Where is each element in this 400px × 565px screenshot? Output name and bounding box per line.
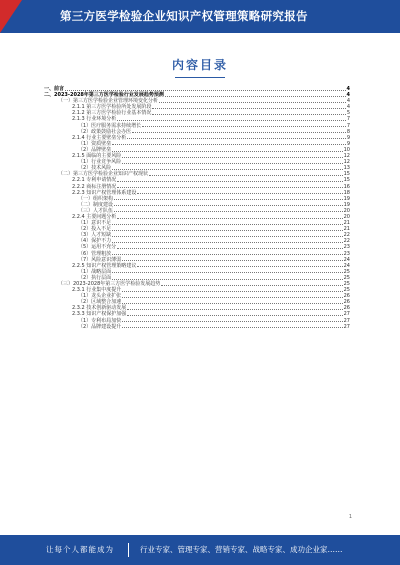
toc-entry[interactable]: [44, 324, 350, 330]
toc-entry-label: （三）2023-2028年第三方医学检验发展趋势: [58, 281, 161, 287]
toc-entry-page: 13: [343, 165, 350, 172]
toc-entry-label: （6）管理粗放: [78, 250, 112, 257]
toc-leader-dots: [112, 230, 342, 231]
toc-entry-page: 21: [343, 220, 350, 227]
toc-entry-label: 2.2.2 商标注册情况: [72, 183, 117, 190]
toc-leader-dots: [127, 138, 346, 139]
toc-leader-dots: [127, 315, 342, 316]
toc-entry-page: 4: [346, 86, 350, 92]
toc-leader-dots: [137, 266, 342, 267]
toc-leader-dots: [112, 169, 342, 170]
toc-entry-page: 21: [343, 226, 350, 233]
toc-entry-label: 2.1.3 行业环境分析: [72, 116, 117, 123]
toc-entry-label: 2.3.1 行业集中度提升: [72, 287, 122, 294]
toc-entry-page: 18: [343, 189, 350, 196]
toc-entry-label: （二）制度建设: [78, 201, 114, 208]
toc-entry-page: 23: [343, 244, 350, 251]
red-corner-accent: [0, 0, 22, 33]
toc-leader-dots: [152, 114, 345, 115]
toc-entry-page: 25: [343, 274, 350, 281]
toc-entry-label: （2）区域整合加速: [78, 299, 122, 306]
toc-leader-dots: [112, 242, 342, 243]
toc-entry-label: （二）第三方医学检验企业知识产权现状: [58, 171, 149, 178]
toc-leader-dots: [112, 272, 342, 273]
toc-entry-page: 7: [346, 122, 350, 129]
toc-entry-label: （1）战略层面: [78, 268, 112, 275]
toc-leader-dots: [117, 218, 342, 219]
toc-entry-label: 2.1.4 行业主要壁垒分析: [72, 134, 127, 141]
toc-leader-dots: [122, 291, 342, 292]
toc-leader-dots: [152, 108, 345, 109]
toc-leader-dots: [132, 132, 346, 133]
toc-entry-label: （三）人才队伍: [78, 207, 114, 214]
toc-entry-page: 4: [346, 104, 350, 111]
toc-leader-dots: [122, 297, 342, 298]
toc-entry-page: 4: [346, 92, 350, 99]
toc-entry-page: 15: [343, 171, 350, 178]
toc-entry-label: （1）专利布局加快: [78, 317, 122, 324]
toc-leader-dots: [114, 205, 343, 206]
toc-entry-label: 2.2.5 知识产权管理策略建议: [72, 262, 137, 269]
toc-entry-page: 26: [343, 293, 350, 300]
footer-slogan-left: 让每个人都能成为: [46, 545, 114, 554]
toc-leader-dots: [137, 193, 342, 194]
toc-entry-label: （2）政策鼓励社会办医: [78, 128, 132, 135]
toc-entry-label: 2.1.5 面临的主要风险: [72, 153, 122, 160]
toc-entry-page: 23: [343, 250, 350, 257]
toc-entry-label: （1）龙头企业扩张: [78, 293, 122, 300]
toc-leader-dots: [112, 151, 342, 152]
toc-leader-dots: [117, 248, 342, 249]
toc-entry-page: 7: [346, 116, 350, 123]
toc-entry-page: 22: [343, 238, 350, 245]
toc-entry-page: 16: [343, 183, 350, 190]
toc-leader-dots: [112, 144, 346, 145]
toc-leader-dots: [122, 157, 342, 158]
toc-leader-dots: [65, 90, 346, 91]
toc-entry-page: 24: [343, 256, 350, 263]
toc-entry-label: （1）行业竞争风险: [78, 159, 122, 166]
toc-leader-dots: [142, 126, 346, 127]
toc-entry-page: 9: [346, 140, 350, 147]
toc-entry-page: 20: [343, 207, 350, 214]
footer-banner: [0, 535, 400, 565]
toc-leader-dots: [114, 199, 343, 200]
toc-entry-label: 2.3.3 知识产权保护加强: [72, 311, 127, 318]
toc-entry-page: 25: [343, 268, 350, 275]
toc-entry-page: 10: [343, 146, 350, 153]
toc-entry-label: （2）投入不足: [78, 226, 112, 233]
toc-entry-label: 2.2.3 知识产权管理体系建设: [72, 189, 137, 196]
toc-entry-page: 20: [343, 213, 350, 220]
toc-entry-label: （一）组织架构: [78, 195, 114, 202]
toc-entry-page: 12: [343, 153, 350, 160]
toc-entry-label: 2.2.1 专利申请情况: [72, 177, 117, 184]
toc-leader-dots: [114, 211, 343, 212]
toc-entry-label: （2）技术风险: [78, 165, 112, 172]
toc-leader-dots: [112, 224, 342, 225]
toc-entry-label: （5）运用不充分: [78, 244, 117, 251]
toc-leader-dots: [122, 303, 342, 304]
toc-entry-page: 4: [346, 98, 350, 105]
toc-leader-dots: [112, 279, 342, 280]
toc-entry-label: （2）执行层面: [78, 274, 112, 281]
toc-entry-label: （1）医疗服务需求持续增长: [78, 122, 142, 129]
toc-heading: 内容目录: [171, 58, 228, 72]
toc-entry-label: （1）意识不足: [78, 220, 112, 227]
toc-entry-page: 15: [343, 177, 350, 184]
toc-leader-dots: [112, 254, 342, 255]
toc-entry-page: 5: [346, 110, 350, 117]
toc-leader-dots: [161, 285, 342, 286]
toc-leader-dots: [117, 120, 346, 121]
toc-leader-dots: [159, 102, 346, 103]
toc-entry-label: （2）品牌壁垒: [78, 146, 112, 153]
document-title: 第三方医学检验企业知识产权管理策略研究报告: [60, 9, 308, 23]
page-number: 1: [348, 514, 352, 520]
toc-leader-dots: [112, 236, 342, 237]
toc-leader-dots: [122, 260, 342, 261]
toc-entry-page: 19: [343, 201, 350, 208]
toc-entry-label: （7）风险意识薄弱: [78, 256, 122, 263]
toc-entry-label: 二、2023-2028年第三方医学检验行业发展趋势预测: [44, 92, 164, 99]
toc-leader-dots: [122, 327, 342, 328]
toc-entry-label: （4）保护不力: [78, 238, 112, 245]
toc-entry-page: 27: [343, 317, 350, 324]
toc-leader-dots: [117, 181, 342, 182]
toc-heading-rule: [175, 77, 225, 78]
toc-entry-page: 25: [343, 287, 350, 294]
header-banner: [0, 0, 400, 33]
toc-entry-label: （2）品牌建设提升: [78, 323, 122, 330]
toc-entry-page: 27: [343, 311, 350, 318]
toc-leader-dots: [122, 163, 342, 164]
toc-entry-page: 27: [343, 323, 350, 330]
toc-leader-dots: [165, 96, 346, 97]
toc-entry-page: 25: [343, 281, 350, 287]
toc-entry-page: 8: [346, 128, 350, 135]
toc-leader-dots: [117, 187, 342, 188]
footer-divider: [128, 543, 129, 557]
toc-leader-dots: [149, 175, 343, 176]
toc-entry-label: 2.1.1 第三方医学检验所处发展阶段: [72, 104, 152, 111]
toc-entry-label: （1）资质壁垒: [78, 140, 112, 147]
toc-entry-page: 9: [346, 134, 350, 141]
toc-entry-page: 22: [343, 232, 350, 239]
toc-entry-page: 26: [343, 305, 350, 312]
toc-entry-page: 12: [343, 159, 350, 166]
toc-entry-label: 2.1.2 第三方医学检验行业基本情况: [72, 110, 152, 117]
toc-entry-label: 一、前言: [44, 86, 65, 92]
toc-entry-label: （一）第三方医学检验企业管理环境变化分析: [58, 98, 159, 105]
toc-entry-page: 26: [343, 299, 350, 306]
toc-entry-page: 19: [343, 195, 350, 202]
footer-slogan-right: 行业专家、管理专家、营销专家、战略专家、成功企业家……: [140, 545, 343, 554]
toc-entry-label: （3）人才短缺: [78, 232, 112, 239]
toc-leader-dots: [127, 309, 342, 310]
toc-entry-label: 2.3.2 技术创新驱动发展: [72, 305, 127, 312]
toc-entry-label: 2.2.4 主要问题分析: [72, 213, 117, 220]
toc-leader-dots: [122, 321, 342, 322]
table-of-contents: [44, 86, 350, 330]
toc-entry-page: 24: [343, 262, 350, 269]
